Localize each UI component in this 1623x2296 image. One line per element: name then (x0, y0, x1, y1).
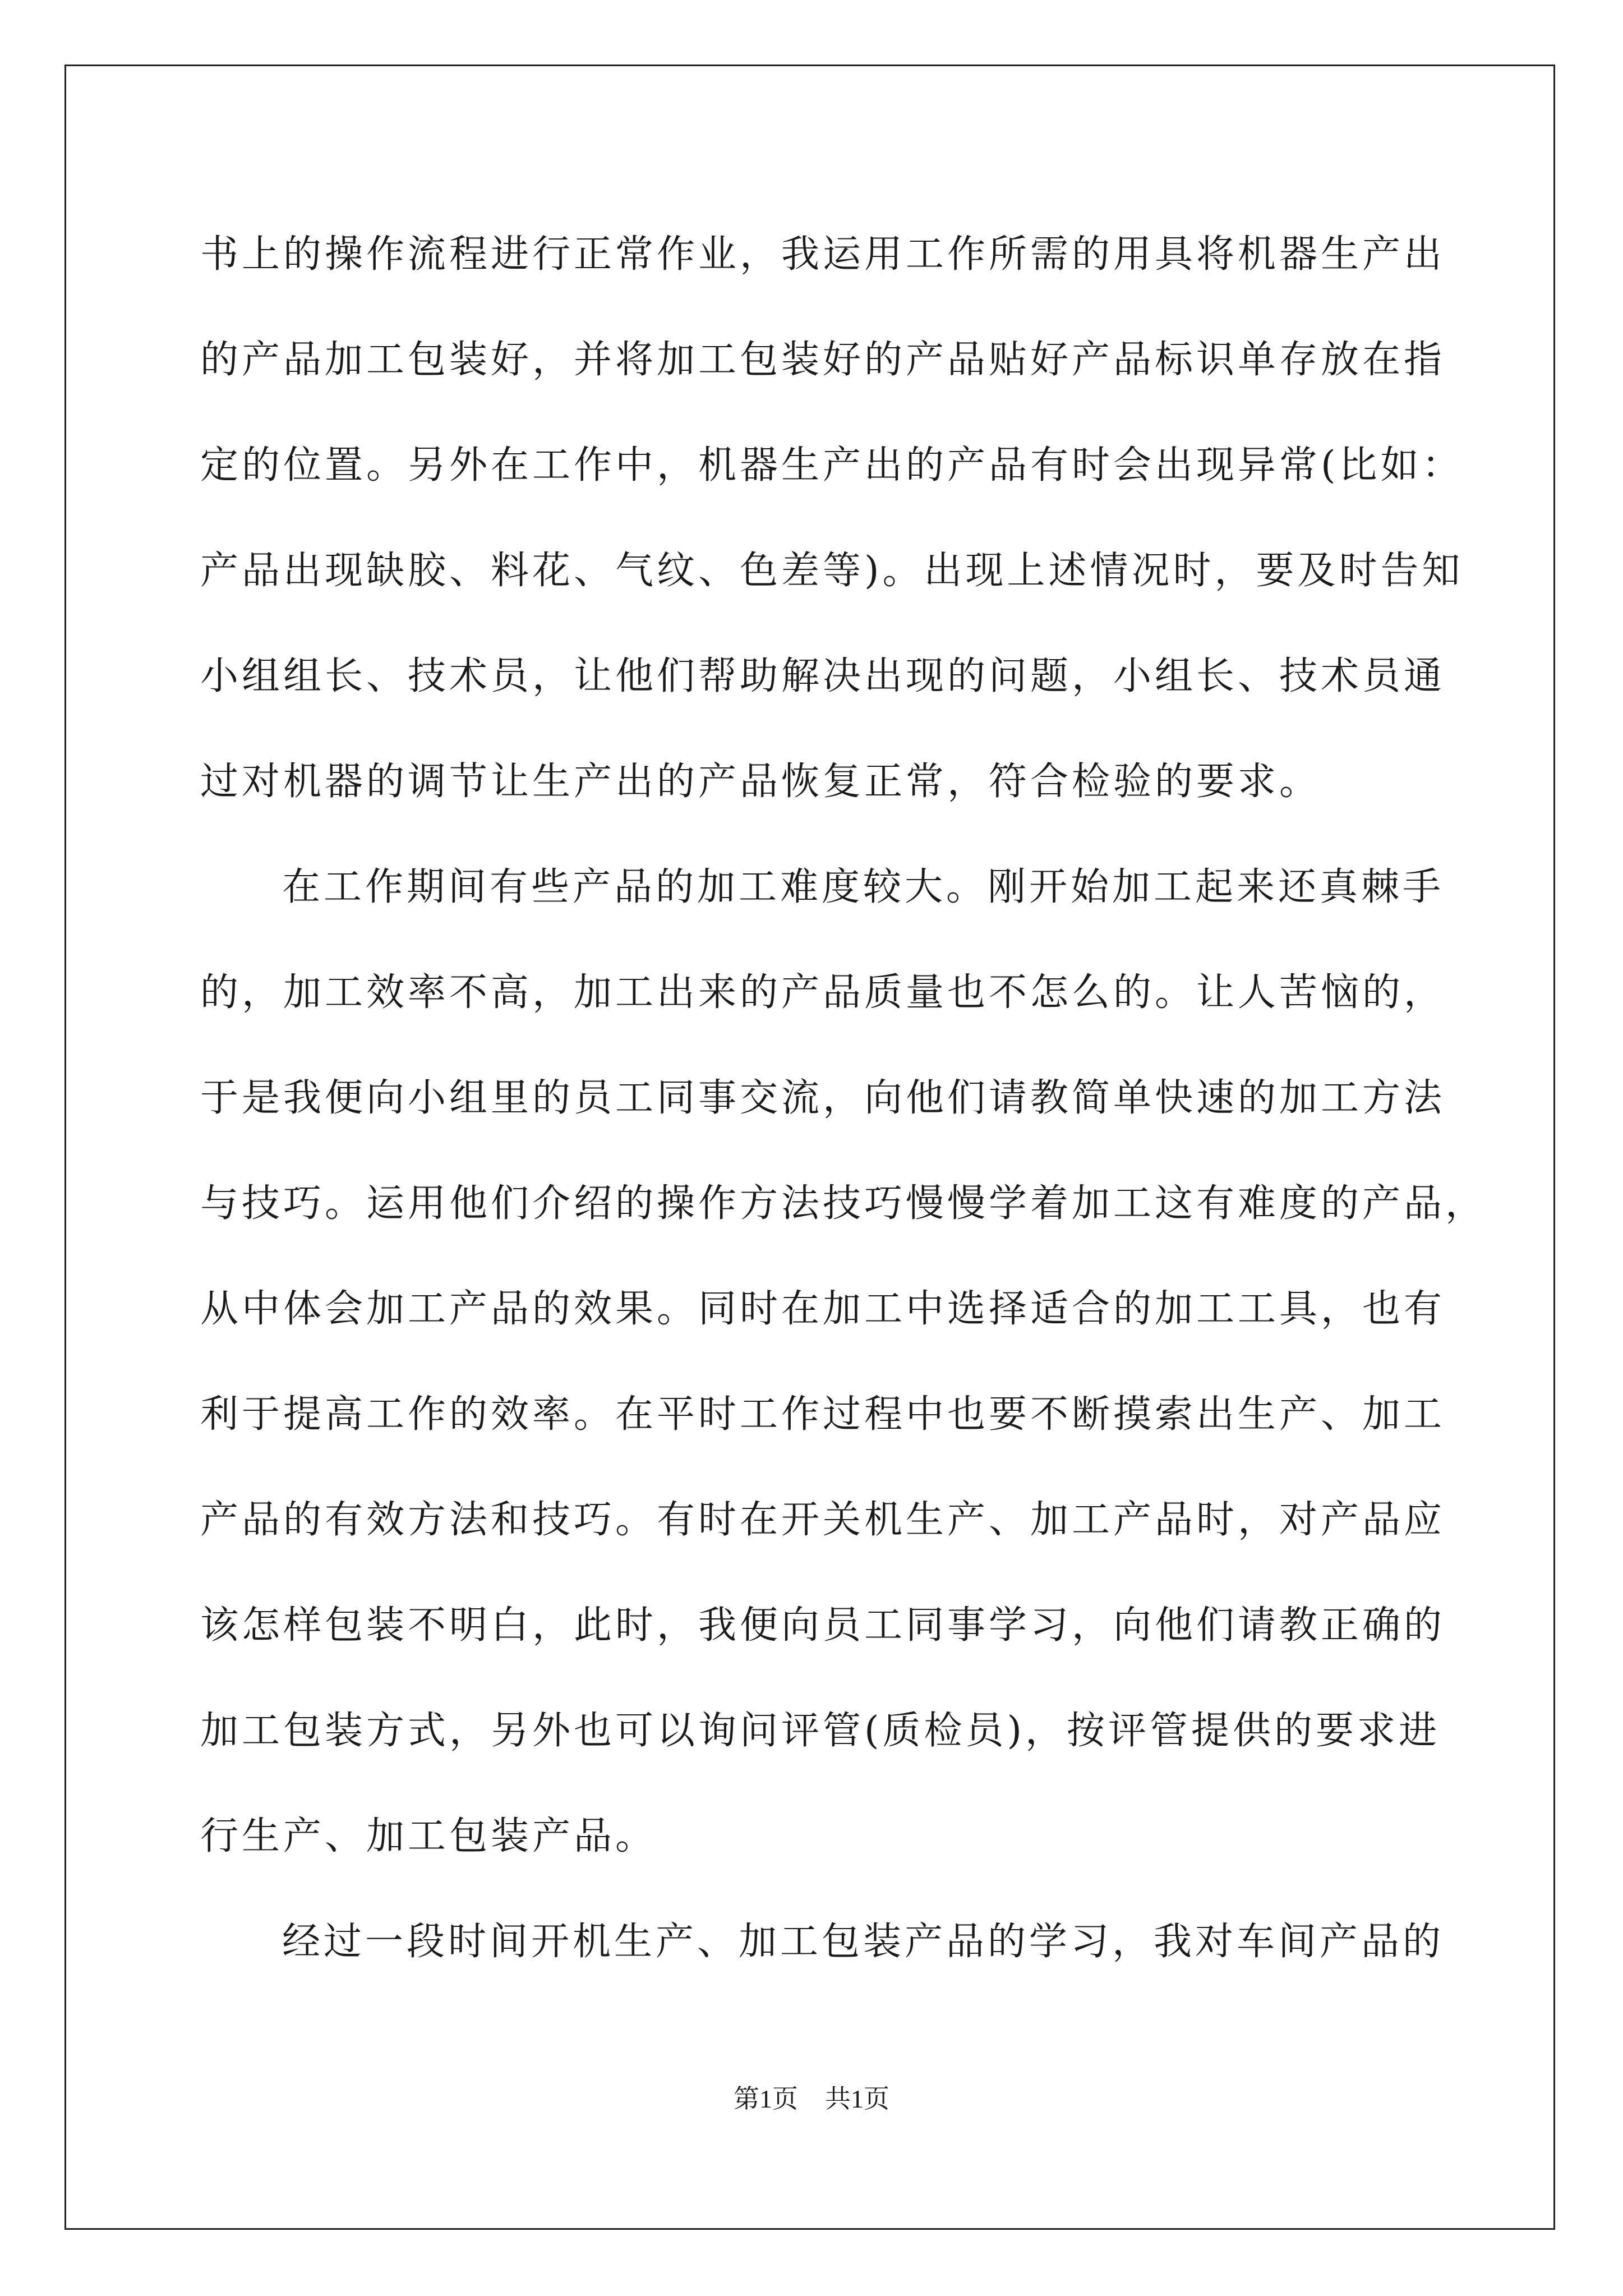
text-line: 于是我便向小组里的员工同事交流，向他们请教简单快速的加工方法 (200, 1076, 1446, 1120)
text-line: 小组组长、技术员，让他们帮助解决出现的问题，小组长、技术员通 (200, 654, 1446, 698)
text-line: 与技巧。运用他们介绍的操作方法技巧慢慢学着加工这有难度的产品， (200, 1181, 1487, 1226)
text-line: 利于提高工作的效率。在平时工作过程中也要不断摸索出生产、加工 (200, 1392, 1446, 1437)
page-footer (0, 2078, 1623, 2115)
text-line: 行生产、加工包装产品。 (200, 1814, 657, 1858)
text-line: 定的位置。另外在工作中，机器生产出的产品有时会出现异常(比如： (200, 443, 1464, 487)
text-line: 过对机器的调节让生产出的产品恢复正常，符合检验的要求。 (200, 760, 1321, 804)
document-body (200, 202, 1487, 1995)
text-line: 从中体会加工产品的效果。同时在加工中选择适合的加工工具，也有 (200, 1287, 1446, 1331)
page-total: 共1页 (825, 2085, 889, 2113)
text-line: 产品出现缺胶、料花、气纹、色差等)。出现上述情况时，要及时告知 (200, 549, 1464, 593)
text-line: 加工包装方式，另外也可以询问评管(质检员)，按评管提供的要求进 (200, 1709, 1441, 1753)
text-line: 书上的操作流程进行正常作业，我运用工作所需的用具将机器生产出 (200, 232, 1446, 277)
text-line: 的，加工效率不高，加工出来的产品质量也不怎么的。让人苦恼的， (200, 970, 1446, 1015)
text-line: 的产品加工包装好，并将加工包装好的产品贴好产品标识单存放在指 (200, 338, 1446, 382)
paragraph-first-line: 在工作期间有些产品的加工难度较大。刚开始加工起来还真棘手 (282, 865, 1445, 909)
text-line: 产品的有效方法和技巧。有时在开关机生产、加工产品时，对产品应 (200, 1498, 1446, 1542)
page-number: 第1页 (734, 2085, 798, 2113)
text-line: 该怎样包装不明白，此时，我便向员工同事学习，向他们请教正确的 (200, 1603, 1446, 1648)
paragraph-first-line: 经过一段时间开机生产、加工包装产品的学习，我对车间产品的 (282, 1920, 1445, 1964)
